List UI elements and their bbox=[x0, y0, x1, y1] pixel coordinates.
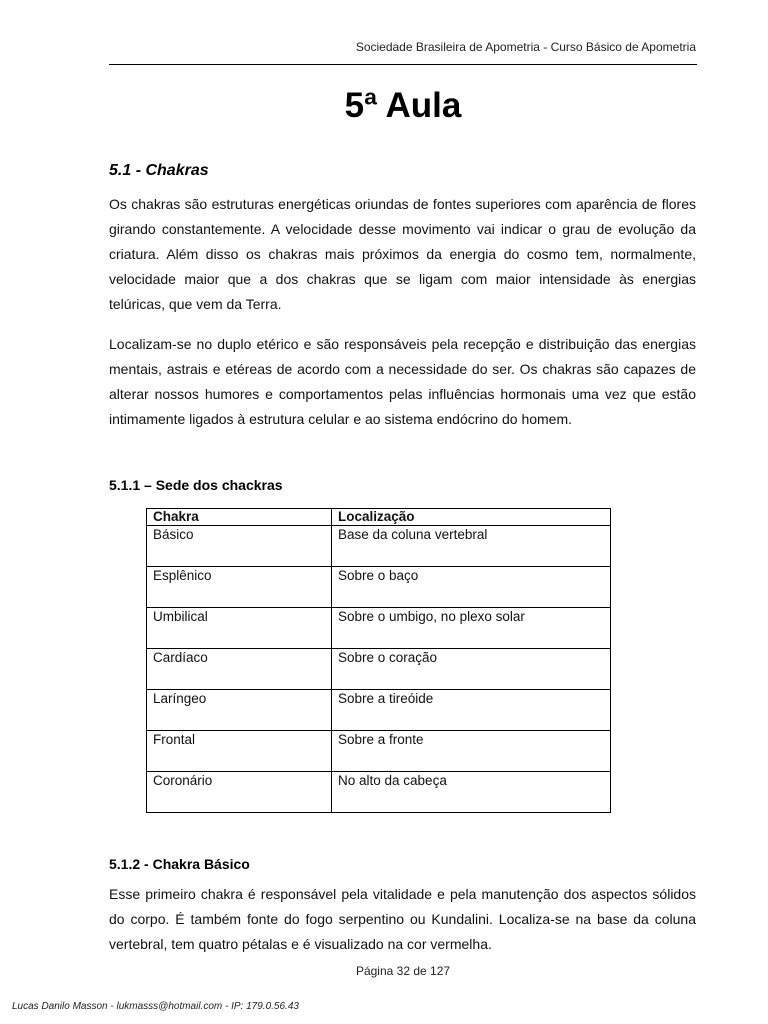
table-row bbox=[147, 772, 611, 813]
table-cell-localizacao: No alto da cabeça bbox=[332, 772, 611, 813]
table-cell-localizacao: Sobre a fronte bbox=[332, 731, 611, 772]
table-cell-localizacao: Sobre o umbigo, no plexo solar bbox=[332, 608, 611, 649]
column-header-localizacao: Localização bbox=[332, 509, 611, 526]
table-row bbox=[147, 608, 611, 649]
footer-user-info: Lucas Danilo Masson - lukmasss@hotmail.com - IP: 179.0.56.43 bbox=[12, 1001, 299, 1012]
table-row bbox=[147, 526, 611, 567]
table-cell-localizacao: Base da coluna vertebral bbox=[332, 526, 611, 567]
lesson-title: 5ª Aula bbox=[344, 86, 462, 125]
table-cell-chakra: Umbilical bbox=[147, 608, 332, 649]
table-header-row bbox=[147, 509, 611, 526]
column-header-chakra: Chakra bbox=[147, 509, 332, 526]
table-cell-chakra: Cardíaco bbox=[147, 649, 332, 690]
section-heading-chakras: 5.1 - Chakras bbox=[109, 162, 209, 179]
chakra-table bbox=[146, 508, 611, 813]
table-row bbox=[147, 731, 611, 772]
table-cell-chakra: Coronário bbox=[147, 772, 332, 813]
table-cell-chakra: Esplênico bbox=[147, 567, 332, 608]
table-cell-localizacao: Sobre o baço bbox=[332, 567, 611, 608]
section-heading-chakra-basico: 5.1.2 - Chakra Básico bbox=[109, 856, 250, 872]
paragraph-chakras-location: Localizam-se no duplo etérico e são responsáveis pela recepção e distribuição das energias mentais, astrais e etéreas de acordo com a necessidade do ser. Os chakras são capazes de alterar nossos humores e comportamentos pelas influências hormonais uma vez que estão intimamente ligados à estrutura celular e ao sistema endócrino do homem. bbox=[109, 336, 696, 427]
page-number: Página 32 de 127 bbox=[355, 964, 451, 978]
section-heading-sede: 5.1.1 – Sede dos chackras bbox=[109, 477, 283, 493]
table-cell-chakra: Básico bbox=[147, 526, 332, 567]
page-header: Sociedade Brasileira de Apometria - Curso Básico de Apometria bbox=[355, 40, 696, 54]
table-row bbox=[147, 649, 611, 690]
table-cell-localizacao: Sobre o coração bbox=[332, 649, 611, 690]
table-cell-localizacao: Sobre a tireóide bbox=[332, 690, 611, 731]
table-cell-chakra: Frontal bbox=[147, 731, 332, 772]
table-row bbox=[147, 567, 611, 608]
table-cell-chakra: Laríngeo bbox=[147, 690, 332, 731]
header-divider bbox=[109, 64, 697, 65]
paragraph-chakra-basico: Esse primeiro chakra é responsável pela vitalidade e pela manutenção dos aspectos sólidos do corpo. É também fonte do fogo serpentino ou Kundalini. Localiza-se na base da coluna vertebral, tem quatro pétalas e é visualizado na cor vermelha. bbox=[109, 886, 696, 952]
paragraph-chakras-intro: Os chakras são estruturas energéticas oriundas de fontes superiores com aparência de flores girando constantemente. A velocidade desse movimento vai indicar o grau de evolução da criatura. Além disso os chakras mais próximos da energia do cosmo tem, normalmente, velocidade maior que a dos chakras que se ligam com maior intensidade às energias telúricas, que vem da Terra. bbox=[109, 196, 696, 312]
table-row bbox=[147, 690, 611, 731]
